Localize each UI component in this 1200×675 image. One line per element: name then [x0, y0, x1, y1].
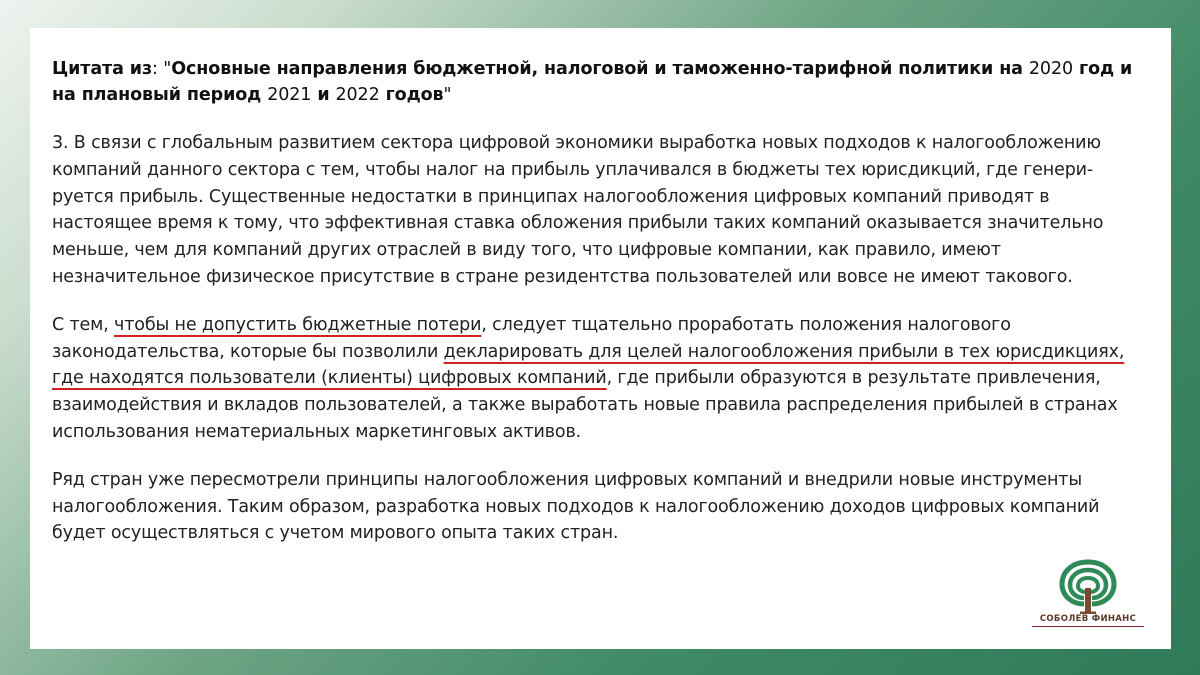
title-year-2021: 2021	[267, 85, 312, 105]
p2-highlight-1: чтобы не допустить бюджетные потери	[114, 314, 482, 335]
quote-card	[30, 28, 1171, 649]
p2-text-a: С тем,	[52, 314, 115, 335]
title-part2: год и на плановый период	[52, 59, 1133, 105]
logo-text: СОБОЛЕВ ФИНАНС	[1039, 614, 1137, 624]
paragraph-2	[52, 312, 1149, 446]
paragraph-3: Ряд стран уже пересмотрели принципы налогообложения цифровых компаний и внедрили новые инструменты налогообложения. Таким образом, разработка новых подходов к налогообложению доходов цифровых компаний будет осуществляться с учетом мирового опыта таких стран.	[52, 469, 1100, 544]
paragraph-1: 3. В связи с глобальным развитием сектора цифровой экономики выработка новых подходов к налогообложению компаний данного сектора с тем, чтобы налог на прибыль уплачивался в бюджеты тех юрисдикций, где генери-руется прибыль. Существенные недостатки в принципах налогообложения цифровых компаний приводят в настоящее время к тому, что эффективная ставка обложения прибыли таких компаний оказывается значительно меньше, чем для компаний других отраслей в виду того, что цифровые компании, как правило, имеют незначительное физическое присутствие в стране резидентства пользователей или вовсе не имеют такового.	[52, 133, 1104, 287]
title-part3: и	[311, 85, 336, 105]
p2-highlight-2: декларировать для целей налогообложения прибыли в тех юрисдикциях, где находятся пользователи (клиенты) цифровых компаний	[52, 341, 1125, 389]
title-prefix: Цитата из	[52, 59, 153, 79]
title-colon: : "	[152, 59, 172, 79]
title-year-2022: 2022	[335, 85, 380, 105]
company-logo	[1030, 558, 1146, 634]
quote-title	[52, 56, 1149, 108]
title-year-2020: 2020	[1028, 59, 1074, 79]
title-close-quote: "	[443, 85, 452, 105]
tree-spiral-icon	[1058, 558, 1118, 614]
title-part4: годов	[379, 85, 444, 105]
title-part1: Основные направления бюджетной, налоговой и таможенно-тарифной политики на	[171, 59, 1029, 79]
p2-text-b: , следует тщательно проработать положения налогового законодательства, которые бы позволили	[52, 314, 1011, 362]
logo-underline	[1032, 626, 1144, 627]
p2-text-c: , где прибыли образуются в результате привлечения, взаимодействия и вкладов пользователей, а также выработать новые правила распределения прибылей в странах использования нематериальных маркетинговых активов.	[52, 368, 1118, 442]
